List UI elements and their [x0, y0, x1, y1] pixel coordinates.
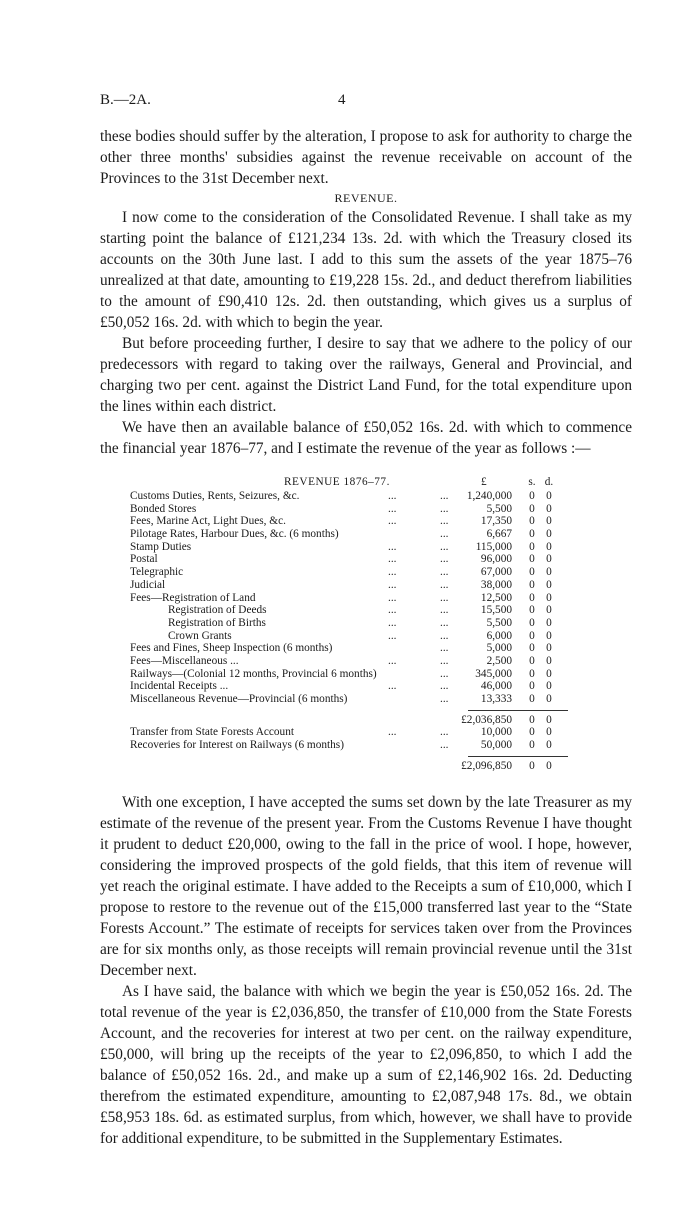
- revenue-row-pounds: 1,240,000: [466, 490, 512, 502]
- revenue-row-pounds: 5,000: [486, 642, 512, 655]
- leader-dots: ...: [388, 604, 397, 617]
- leader-dots: ...: [440, 654, 449, 667]
- section-heading: REVENUE.: [334, 191, 398, 205]
- revenue-row-pence: 0: [546, 578, 552, 591]
- leader-dots: ...: [388, 578, 397, 591]
- subtotal-pence: 0: [546, 713, 552, 726]
- revenue-table: [130, 476, 580, 772]
- revenue-row-label: Judicial: [130, 578, 166, 591]
- leader-dots: ...: [388, 591, 397, 604]
- revenue-row: [130, 617, 580, 630]
- subtotal-shillings: 0: [529, 713, 535, 726]
- revenue-row-pence: 0: [546, 553, 552, 566]
- revenue-row-pence: 0: [546, 642, 552, 655]
- subtotal-pounds: £2,036,850: [461, 713, 512, 726]
- revenue-row-pounds: 6,000: [486, 629, 512, 642]
- leader-dots: ...: [440, 680, 449, 693]
- leader-dots: ...: [388, 540, 397, 553]
- revenue-row: [130, 566, 580, 579]
- revenue-row-label: Railways—(Colonial 12 months, Provincial 6 months): [130, 667, 377, 680]
- revenue-row: [130, 739, 580, 752]
- paragraph-railways-policy: But before proceeding further, I desire to say that we adhere to the policy of our predecessors with regard to taking over the railways, General and Provincial, and charging two per cent. against the District Land Fund, for the total expenditure upon the lines within each district.: [100, 335, 632, 415]
- revenue-row: [130, 515, 580, 528]
- revenue-row-label: Pilotage Rates, Harbour Dues, &c. (6 months): [130, 528, 339, 541]
- revenue-row-label: Fees—Miscellaneous ...: [130, 654, 239, 667]
- total-pounds: £2,096,850: [461, 759, 512, 772]
- revenue-row-shillings: 0: [529, 667, 535, 680]
- revenue-row: [130, 630, 580, 643]
- paragraph-available-balance: We have then an available balance of £50,052 16s. 2d. with which to commence the financial year 1876–77, and I estimate the revenue of the year as follows :—: [100, 419, 632, 457]
- leader-dots: ...: [440, 578, 449, 591]
- revenue-row: [130, 642, 580, 655]
- revenue-row-pence: 0: [546, 566, 552, 579]
- paragraph-one-exception: With one exception, I have accepted the sums set down by the late Treasurer as my estimate of the revenue of the present year. From the Customs Revenue I have thought it prudent to deduct £20,000, owing to the fall in the price of wool. I hope, however, considering the improved prospects of the gold fields, that this item of revenue will yet reach the original estimate. I have added to the Receipts a sum of £10,000, which I propose to restore to the revenue out of the £15,000 transferred last year to the “State Forests Account.” The estimate of receipts for services taken over from the Provinces are for six months only, as those receipts will remain provincial revenue until the 31st December next.: [100, 794, 632, 979]
- paragraph-continuation: these bodies should suffer by the alteration, I propose to ask for authority to charge the other three months' subsidies against the revenue receivable on account of the Provinces to the 31st December next.: [100, 128, 632, 187]
- revenue-row-pence: 0: [546, 654, 552, 667]
- revenue-table-title: REVENUE 1876–77.: [284, 476, 390, 488]
- revenue-row: [130, 604, 580, 617]
- leader-dots: ...: [388, 616, 397, 629]
- revenue-row: [130, 592, 580, 605]
- leader-dots: ...: [440, 490, 449, 502]
- revenue-row-pence: 0: [546, 693, 552, 705]
- revenue-row: [130, 726, 580, 739]
- revenue-row-shillings: 0: [529, 515, 535, 528]
- leader-dots: ...: [440, 540, 449, 553]
- revenue-row-pence: 0: [546, 629, 552, 642]
- revenue-row-label: Transfer from State Forests Account: [130, 726, 294, 739]
- revenue-row: [130, 490, 580, 503]
- leader-dots: ...: [388, 515, 397, 528]
- revenue-row-pence: 0: [546, 680, 552, 693]
- revenue-row-label: Fees—Registration of Land: [130, 591, 256, 604]
- revenue-row-pence: 0: [546, 528, 552, 541]
- revenue-row-pence: 0: [546, 616, 552, 629]
- revenue-row-shillings: 0: [529, 680, 535, 693]
- revenue-row-pounds: 5,500: [486, 616, 512, 629]
- revenue-row-label: Registration of Deeds: [168, 604, 267, 617]
- leader-dots: ...: [388, 502, 397, 515]
- revenue-row: [130, 579, 580, 592]
- revenue-row-shillings: 0: [529, 616, 535, 629]
- revenue-row-label: Telegraphic: [130, 566, 184, 579]
- revenue-row-label: Fees, Marine Act, Light Dues, &c.: [130, 515, 286, 528]
- total-row: [130, 760, 580, 773]
- revenue-row-pounds: 6,667: [486, 528, 512, 541]
- revenue-row-pounds: 12,500: [480, 591, 512, 604]
- paragraph-consolidated-revenue: I now come to the consideration of the Consolidated Revenue. I shall take as my starting point the balance of £121,234 13s. 2d. with which the Treasury closed its accounts on the 30th June last. I add to this sum the assets of the year 1875–76 unrealized at that date, amounting to £19,228 15s. 2d., and deduct therefrom liabilities to the amount of £90,410 12s. 2d. then outstanding, which gives us a surplus of £50,052 16s. 2d. with which to begin the year.: [100, 209, 632, 331]
- leader-dots: ...: [388, 680, 397, 693]
- revenue-row-pounds: 67,000: [480, 566, 512, 579]
- document-reference: B.—2A.: [100, 92, 151, 108]
- revenue-row-shillings: 0: [529, 726, 535, 739]
- extra-revenue-rows: [130, 726, 580, 751]
- revenue-row-label: Incidental Receipts ...: [130, 680, 229, 693]
- revenue-row-pounds: 15,500: [480, 604, 512, 617]
- total-rule: [468, 756, 568, 757]
- revenue-row-label: Stamp Duties: [130, 540, 192, 553]
- revenue-row-shillings: 0: [529, 591, 535, 604]
- page-number: 4: [338, 92, 346, 108]
- revenue-row: [130, 668, 580, 681]
- paragraph-balance-summary: As I have said, the balance with which we begin the year is £50,052 16s. 2d. The total revenue of the year is £2,036,850, the transfer of £10,000 from the State Forests Account, and the recoveries for interest at two per cent. on the railway expenditure, £50,000, will bring up the receipts of the year to £2,096,850, to which I add the balance of £50,052 16s. 2d., and make up a sum of £2,146,902 16s. 2d. Deducting therefrom the estimated expenditure, amounting to £2,087,948 17s. 8d., we obtain £58,953 18s. 6d. as estimated surplus, from which, however, we shall have to provide for additional expenditure, to be submitted in the Supplementary Estimates.: [100, 983, 632, 1147]
- leader-dots: ...: [440, 739, 449, 752]
- leader-dots: ...: [388, 654, 397, 667]
- leader-dots: ...: [388, 566, 397, 579]
- subtotal-rule: [468, 710, 568, 711]
- revenue-row-label: Postal: [130, 553, 158, 566]
- revenue-row-pounds: 46,000: [480, 680, 512, 693]
- leader-dots: ...: [440, 726, 449, 739]
- leader-dots: ...: [440, 693, 449, 705]
- pounds-column-header: £: [481, 476, 487, 488]
- revenue-row-label: Miscellaneous Revenue—Provincial (6 months): [130, 693, 348, 705]
- revenue-row-shillings: 0: [529, 553, 535, 566]
- revenue-row-pounds: 2,500: [486, 654, 512, 667]
- revenue-row-shillings: 0: [529, 642, 535, 655]
- revenue-row-shillings: 0: [529, 693, 535, 705]
- revenue-row-pounds: 345,000: [475, 667, 512, 680]
- leader-dots: ...: [440, 566, 449, 579]
- revenue-rows: [130, 490, 580, 706]
- revenue-row-label: Crown Grants: [168, 629, 232, 642]
- revenue-row: [130, 680, 580, 693]
- leader-dots: ...: [388, 726, 397, 739]
- revenue-row-pence: 0: [546, 591, 552, 604]
- pence-column-header: d.: [544, 476, 554, 488]
- revenue-row-shillings: 0: [529, 629, 535, 642]
- revenue-row-label: Recoveries for Interest on Railways (6 months): [130, 739, 344, 752]
- revenue-row-shillings: 0: [529, 566, 535, 579]
- revenue-row: [130, 528, 580, 541]
- leader-dots: ...: [388, 490, 397, 502]
- revenue-row-shillings: 0: [529, 578, 535, 591]
- revenue-row-pounds: 13,333: [480, 693, 512, 705]
- revenue-row-pence: 0: [546, 726, 552, 739]
- total-shillings: 0: [529, 759, 535, 772]
- revenue-row-label: Customs Duties, Rents, Seizures, &c.: [130, 490, 300, 502]
- revenue-row-pounds: 5,500: [486, 502, 512, 515]
- leader-dots: ...: [388, 553, 397, 566]
- subtotal-row: [130, 714, 580, 727]
- body-text-bottom: [100, 792, 632, 1149]
- leader-dots: ...: [440, 553, 449, 566]
- revenue-row-shillings: 0: [529, 654, 535, 667]
- revenue-row-label: Registration of Births: [168, 616, 266, 629]
- shillings-column-header: s.: [528, 476, 536, 488]
- revenue-row-pence: 0: [546, 667, 552, 680]
- leader-dots: ...: [440, 515, 449, 528]
- leader-dots: ...: [388, 629, 397, 642]
- revenue-row-label: Bonded Stores: [130, 502, 197, 515]
- revenue-row: [130, 503, 580, 516]
- revenue-row-pounds: 115,000: [475, 540, 512, 553]
- revenue-row-shillings: 0: [529, 604, 535, 617]
- revenue-row-pounds: 96,000: [480, 553, 512, 566]
- revenue-row-pounds: 10,000: [480, 726, 512, 739]
- revenue-row-pounds: 50,000: [480, 739, 512, 752]
- total-pence: 0: [546, 759, 552, 772]
- leader-dots: ...: [440, 667, 449, 680]
- revenue-row-pence: 0: [546, 604, 552, 617]
- leader-dots: ...: [440, 642, 449, 655]
- revenue-row-pence: 0: [546, 515, 552, 528]
- revenue-row: [130, 693, 580, 706]
- leader-dots: ...: [440, 616, 449, 629]
- leader-dots: ...: [440, 629, 449, 642]
- leader-dots: ...: [440, 528, 449, 541]
- leader-dots: ...: [440, 591, 449, 604]
- page-header: [100, 92, 630, 114]
- revenue-row-pence: 0: [546, 739, 552, 752]
- body-text-top: [100, 126, 632, 459]
- revenue-row-shillings: 0: [529, 540, 535, 553]
- revenue-row-pence: 0: [546, 540, 552, 553]
- leader-dots: ...: [440, 502, 449, 515]
- revenue-row: [130, 553, 580, 566]
- revenue-row-shillings: 0: [529, 739, 535, 752]
- leader-dots: ...: [440, 604, 449, 617]
- revenue-row-label: Fees and Fines, Sheep Inspection (6 months): [130, 642, 333, 655]
- revenue-row-pence: 0: [546, 502, 552, 515]
- revenue-row-pounds: 38,000: [480, 578, 512, 591]
- revenue-row-pence: 0: [546, 490, 552, 502]
- revenue-row: [130, 655, 580, 668]
- revenue-row: [130, 541, 580, 554]
- revenue-row-shillings: 0: [529, 490, 535, 502]
- revenue-row-shillings: 0: [529, 528, 535, 541]
- revenue-table-header: [130, 476, 580, 490]
- revenue-row-pounds: 17,350: [480, 515, 512, 528]
- revenue-row-shillings: 0: [529, 502, 535, 515]
